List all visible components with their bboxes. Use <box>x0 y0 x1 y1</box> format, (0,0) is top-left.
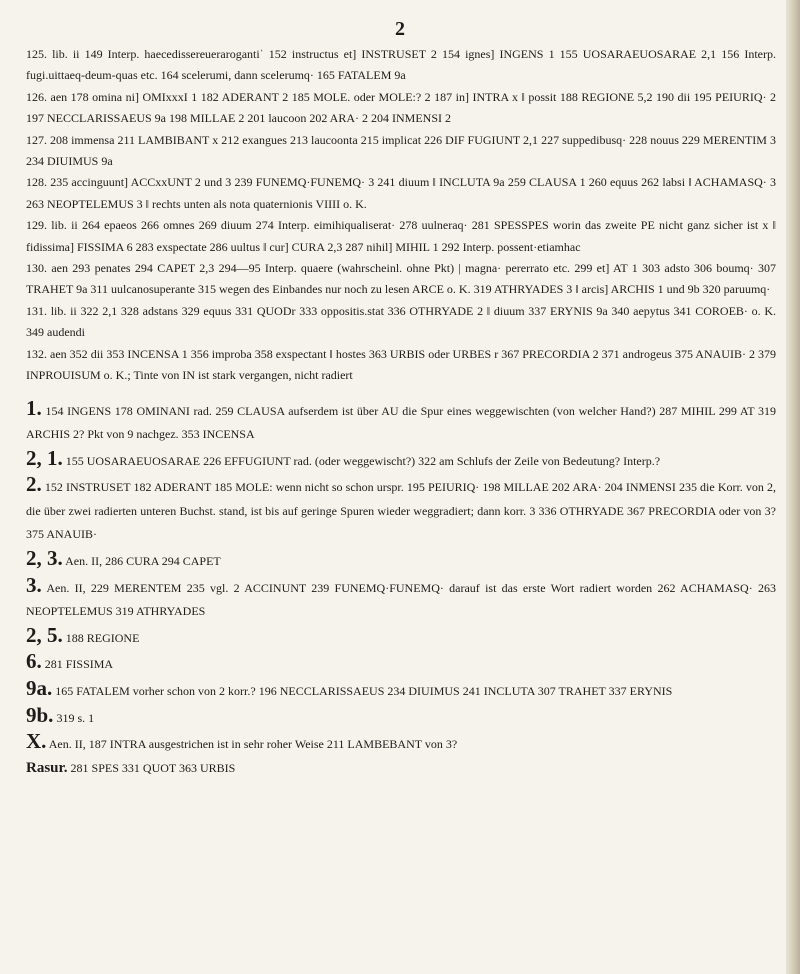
corrector-hands-list <box>26 397 776 781</box>
hand-entry <box>26 624 776 651</box>
apparatus-body <box>26 44 776 780</box>
hand-text: Aen. II, 229 MERENTEM 235 vgl. 2 ACCINUNT 239 FUNEMQ·FUNEMQ· darauf ist das erste Wort radiert worden 262 ACHAMASQ· 263 NEOPTELEMUS 319 ATHRYADES <box>26 580 776 619</box>
hand-number: 2. <box>26 472 42 497</box>
hand-entry <box>26 650 776 677</box>
note-paragraph-131: 131. lib. ii 322 2,1 328 adstans 329 equus 331 QUODr 333 oppositis.stat 336 OTHRYADE 2 ‖ diuum 337 ERYNIS 9a 340 aepytus 341 COROEB· o. K. 349 audendi <box>26 303 776 340</box>
hand-number: 6. <box>26 649 42 674</box>
note-paragraph-132: 132. aen 352 dii 353 INCENSA 1 356 improba 358 exspectant ‖ hostes 363 URBIS oder URBES r 367 PRECORDIA 2 371 androgeus 375 ANAUIB· 2 379 INPROUISUM o. K.; Tinte von IN ist stark vergangen, nicht radiert <box>26 346 776 383</box>
hand-text: 281 FISSIMA <box>44 657 114 672</box>
hand-entry <box>26 397 776 447</box>
hand-text: Aen. II, 187 INTRA ausgestrichen ist in sehr roher Weise 211 LAMBEBANT von 3? <box>48 737 458 752</box>
page-edge-shadow <box>786 0 800 974</box>
hand-text: 155 UOSARAEUOSARAE 226 EFFUGIUNT rad. (oder weggewischt?) 322 am Schlufs der Zeile von Bedeutung? Interp.? <box>65 453 661 468</box>
note-paragraph-130: 130. aen 293 penates 294 CAPET 2,3 294—95 Interp. quaere (wahrscheinl. ohne Pkt) | magna· pererrato etc. 299 et] AT 1 303 adsto 306 boumq· 307 TRAHET 9a 311 uulcanosuperante 315 wegen des Einbandes nur noch zu lesen ARCE o. K. 319 ATHRYADES 3 ‖ arcis] ARCHIS 1 und 9b 320 paruumq· <box>26 261 776 297</box>
hand-number: 2, 5. <box>26 622 63 647</box>
hand-entry <box>26 473 776 547</box>
hand-text: 152 INSTRUSET 182 ADERANT 185 MOLE: wenn nicht so schon urspr. 195 PEIURIQ· 198 MILLAE 202 ARA· 204 INMENSI 235 die Korr. von 2, die über zwei radierten unteren Buchst. stand, ist bis auf geringe Spuren wieder weggradiert; dann korr. 3 336 OTHRYADE 367 PRECORDIA oder von 3? 375 ANAUIB· <box>26 480 777 542</box>
collation-notes <box>26 44 776 387</box>
hand-entry <box>26 447 776 474</box>
hand-number: 2, 3. <box>26 546 63 571</box>
hand-text: 319 s. 1 <box>56 710 95 725</box>
hand-text: Aen. II, 286 CURA 294 CAPET <box>65 554 221 569</box>
hand-number: 9a. <box>26 676 53 701</box>
hand-number: 1. <box>26 395 42 420</box>
note-paragraph-125: 125. lib. ii 149 Interp. haecedissereuerarogantiˈ 152 instructus et] INSTRUSET 2 154 ignes] INGENS 1 155 UOSARAEUOSARAE 2,1 156 Interp. fugi.uittaeq-deum-quas etc. 164 scelerumi, dann scelerumq· 165 FATALEM 9a <box>26 47 776 83</box>
hand-text: 188 REGIONE <box>65 630 140 645</box>
page-number: 2 <box>395 18 405 40</box>
hand-text: 154 INGENS 178 OMINANI rad. 259 CLAUSA aufserdem ist über AU die Spur eines weggewischten (von welcher Hand?) 287 MIHIL 299 AT 319 ARCHIS 2? Pkt von 9 nachgez. 353 INCENSA <box>26 403 776 442</box>
hand-number: 2, 1. <box>26 445 63 470</box>
hand-entry <box>26 704 776 731</box>
hand-number: 3. <box>26 572 42 597</box>
hand-entry <box>26 757 776 781</box>
hand-entry <box>26 574 776 624</box>
hand-text: 281 SPES 331 QUOT 363 URBIS <box>70 760 236 775</box>
note-paragraph-127: 127. 208 immensa 211 LAMBIBANT x 212 exangues 213 laucoonta 215 implicat 226 DIF FUGIUNT 2,1 227 suppedibusq· 228 nouus 229 MERENTIM 3 234 DIUIMUS 9a <box>26 132 776 169</box>
note-paragraph-128: 128. 235 accinguunt] ACCxxUNT 2 und 3 239 FUNEMQ·FUNEMQ· 3 241 diuum ‖ INCLUTA 9a 259 CLAUSA 1 260 equus 262 labsi ‖ ACHAMASQ· 3 263 NEOPTELEMUS 3 ‖ rechts unten als nota quaternionis VIIII o. K. <box>26 175 776 211</box>
hand-entry <box>26 730 776 757</box>
hand-entry <box>26 677 776 704</box>
hand-number: X. <box>26 729 47 754</box>
hand-entry <box>26 547 776 574</box>
note-paragraph-126: 126. aen 178 omina ni] OMIxxxI 1 182 ADERANT 2 185 MOLE. oder MOLE:? 2 187 in] INTRA x ‖ possit 188 REGIONE 5,2 190 dii 195 PEIURIQ· 2 197 NECCLARISSAEUS 9a 198 MILLAE 2 201 laucoon 202 ARA· 2 204 INMENSI 2 <box>26 89 776 126</box>
hand-number: Rasur. <box>26 759 68 776</box>
note-paragraph-129: 129. lib. ii 264 epaeos 266 omnes 269 diuum 274 Interp. eimihiqualiserat· 278 uulneraq· 281 SPESSPES worin das zweite PE nicht ganz sicher ist x ‖ fidissima] FISSIMA 6 283 exspectate 286 uultus ‖ cur] CURA 2,3 287 nihil] MIHIL 1 292 Interp. possent·etiamhac <box>26 218 776 254</box>
hand-number: 9b. <box>26 702 54 727</box>
hand-text: 165 FATALEM vorher schon von 2 korr.? 196 NECCLARISSAEUS 234 DIUIMUS 241 INCLUTA 307 TRAHET 337 ERYNIS <box>55 684 673 699</box>
